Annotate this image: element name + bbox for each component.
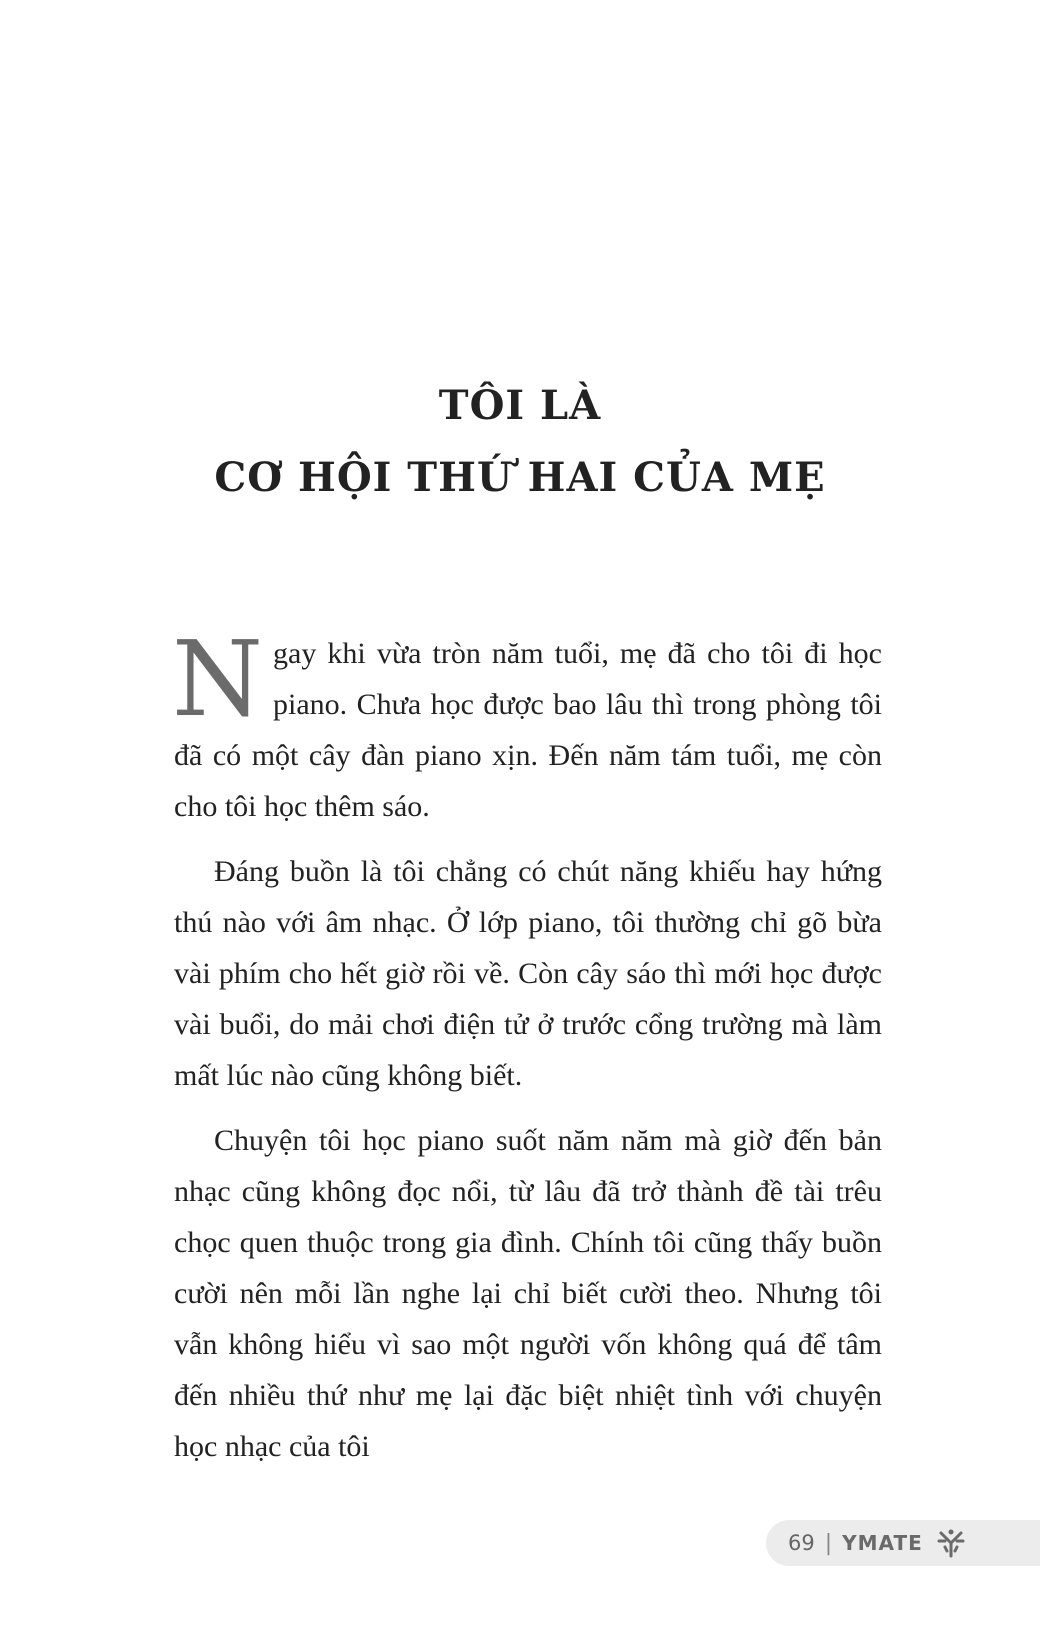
- drop-cap: N: [172, 618, 263, 740]
- paragraph-2: Đáng buồn là tôi chẳng có chút năng khiếu hay hứng thú nào với âm nhạc. Ở lớp piano, tôi thường chỉ gõ bừa vài phím cho hết giờ rồi về. Còn cây sáo thì mới học được vài buổi, do mải chơi điện tử ở trước cổng trường mà làm mất lúc nào cũng không biết.: [174, 855, 882, 1092]
- paragraph-1-text: gay khi vừa tròn năm tuổi, mẹ đã cho tôi đi học piano. Chưa học được bao lâu thì trong phòng tôi đã có một cây đàn piano xịn. Đến năm tám tuổi, mẹ còn cho tôi học thêm sáo.: [174, 637, 882, 823]
- chapter-title-line-1: TÔI LÀ: [438, 382, 602, 429]
- ymate-logo-icon: [935, 1527, 967, 1559]
- chapter-title: [0, 370, 1040, 514]
- chapter-title-line-2: CƠ HỘI THỨ HAI CỦA MẸ: [214, 454, 826, 501]
- footer-separator: |: [824, 1530, 833, 1556]
- chapter-body: [172, 618, 882, 1486]
- paragraph-1: [172, 618, 882, 832]
- paragraph-3: Chuyện tôi học piano suốt năm năm mà giờ đến bản nhạc cũng không đọc nổi, từ lâu đã trở thành đề tài trêu chọc quen thuộc trong gia đình. Chính tôi cũng thấy buồn cười nên mỗi lần nghe lại chỉ biết cười theo. Nhưng tôi vẫn không hiểu vì sao một người vốn không quá để tâm đến nhiều thứ như mẹ lại đặc biệt nhiệt tình với chuyện học nhạc của tôi: [174, 1124, 882, 1463]
- page-number: 69: [788, 1531, 815, 1555]
- page-footer: [766, 1520, 1040, 1566]
- brand-name: YMATE: [842, 1531, 923, 1555]
